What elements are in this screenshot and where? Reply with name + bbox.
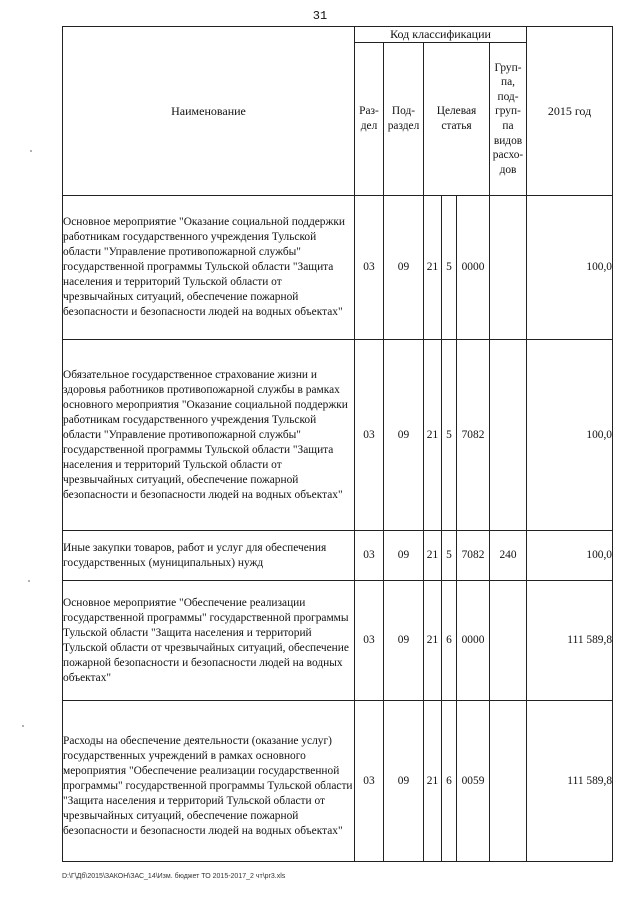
row-target-subprogram: 5 [442,196,457,340]
row-target-direction: 0000 [457,581,490,701]
row-target-subprogram: 5 [442,531,457,581]
header-expense-group [490,43,527,196]
header-target-article-label: Целевая статья [436,105,477,132]
row-name: Обязательное государственное страхование жизни и здоровья работников противопожарной службы в рамках основного мероприятия "Оказание социальной поддержки работникам государственного учреждения Тульской области "Управление противопожарной службы" государственной программы Тульской области "Защита населения и территорий Тульской области от чрезвычайных ситуаций, обеспечение пожарной безопасности и безопасности людей на водных объектах" [63,340,355,531]
row-section: 03 [355,701,384,862]
header-expense-group-label: Груп- па, под- груп- па видов расхо- дов [492,61,524,176]
scan-speck [22,725,24,727]
row-expense-group [490,701,527,862]
row-name: Иные закупки товаров, работ и услуг для обеспечения государственных (муниципальных) нужд [63,531,355,581]
page-number: 31 [312,9,328,23]
row-expense-group: 240 [490,531,527,581]
row-name: Основное мероприятие "Оказание социальной поддержки работникам государственного учреждения Тульской области "Управление противопожарной службы" государственной программы Тульской области "Защита населения и территорий Тульской области от чрезвычайных ситуаций, обеспечение пожарной безопасности и безопасности людей на водных объектах" [63,196,355,340]
row-target-program: 21 [424,701,442,862]
row-target-program: 21 [424,531,442,581]
row-target-direction: 0000 [457,196,490,340]
row-target-direction: 0059 [457,701,490,862]
row-subsection: 09 [384,196,424,340]
row-target-program: 21 [424,196,442,340]
row-expense-group [490,581,527,701]
scan-speck [28,580,30,582]
header-classification: Код классификации [355,27,527,43]
row-expense-group [490,196,527,340]
row-target-program: 21 [424,340,442,531]
row-amount: 111 589,8 [527,701,613,862]
row-amount: 100,0 [527,340,613,531]
header-section [355,43,384,196]
table-row [63,196,613,340]
row-expense-group [490,340,527,531]
row-subsection: 09 [384,581,424,701]
table-header-row [63,27,613,43]
header-target-article [424,43,490,196]
row-target-program: 21 [424,581,442,701]
row-section: 03 [355,581,384,701]
row-amount: 100,0 [527,196,613,340]
row-target-direction: 7082 [457,340,490,531]
row-target-subprogram: 6 [442,701,457,862]
table-row [63,531,613,581]
row-name: Основное мероприятие "Обеспечение реализации государственной программы" государственной программы Тульской области "Защита населения и территорий Тульской области от чрезвычайных ситуаций, обеспечение пожарной безопасности и безопасности людей на водных объектах" [63,581,355,701]
table-row [63,340,613,531]
header-year: 2015 год [527,27,613,196]
row-amount: 100,0 [527,531,613,581]
row-target-direction: 7082 [457,531,490,581]
row-target-subprogram: 5 [442,340,457,531]
header-section-label: Раз- дел [359,105,379,132]
row-subsection: 09 [384,701,424,862]
row-target-subprogram: 6 [442,581,457,701]
row-section: 03 [355,531,384,581]
header-name: Наименование [63,27,355,196]
table-row [63,701,613,862]
row-subsection: 09 [384,531,424,581]
file-path-footer: D:\Г\Дб\2015\ЗАКОН\ЗАС_14\Изм. бюджет ТО 2015-2017_2 чт\pr3.xls [62,873,286,880]
header-subsection [384,43,424,196]
scan-speck [30,150,32,152]
row-name: Расходы на обеспечение деятельности (оказание услуг) государственных учреждений в рамках основного мероприятия "Обеспечение реализации государственной программы" государственной программы Тульской области "Защита населения и территорий Тульской области от чрезвычайных ситуаций, обеспечение пожарной безопасности и безопасности людей на водных объектах" [63,701,355,862]
header-subsection-label: Под- раздел [387,105,420,132]
budget-table [62,26,613,862]
row-section: 03 [355,340,384,531]
row-amount: 111 589,8 [527,581,613,701]
row-section: 03 [355,196,384,340]
row-subsection: 09 [384,340,424,531]
table-row [63,581,613,701]
